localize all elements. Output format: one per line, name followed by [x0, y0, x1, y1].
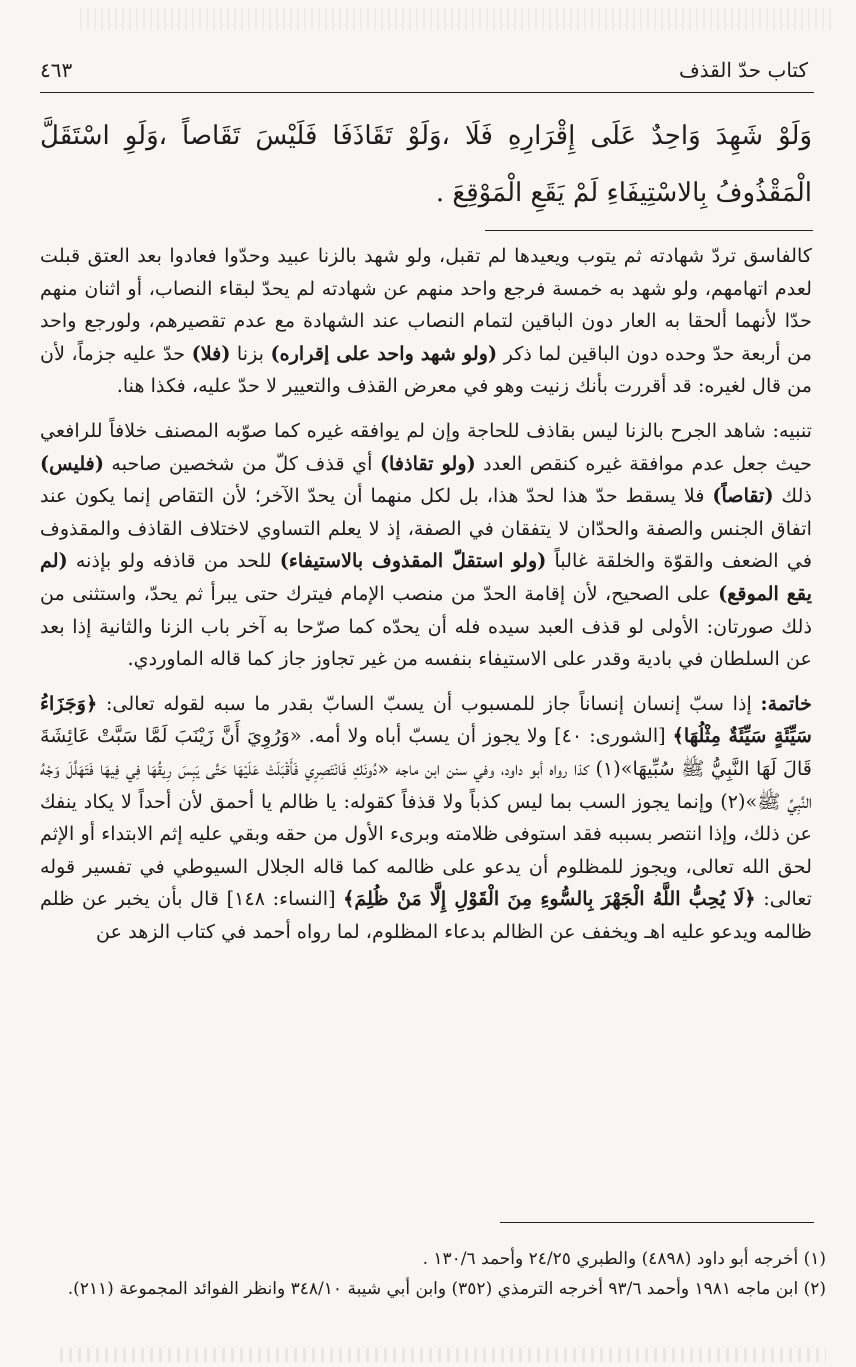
- footnote-2: (٢) ابن ماجه ١٩٨١ وأحمد ٩٣/٦ أخرجه الترمذي (٣٥٢) وابن أبي شيبة ٣٤٨/١٠ وانظر الفوائد المجموعة (٢١١).: [67, 1279, 826, 1299]
- commentary-paragraph-2: تنبيه: شاهد الجرح بالزنا ليس بقاذف للحاجة وإن لم يوافقه غيره كما صوّبه المصنف خلافاً للرافعي حيث جعل عدم موافقة غيره كنقص العدد (ولو تقاذفا) أي قذف كلّ من شخصين صاحبه (فليس) ذلك (تقاصاً) فلا يسقط حدّ هذا لحدّ هذا، بل لكل منهما أن يحدّ الآخر؛ لأن التقاص إنما يكون عند اتفاق الجنس والصفة والحدّان لا يتفقان في الصفة، إذ لا يعلم التساوي لاختلاف القاذف والمقذوف في الضعف والقوّة والخلقة غالباً (ولو استقلّ المقذوف بالاستيفاء) للحد من قاذفه ولو بإذنه (لم يقع الموقع) على الصحيح، لأن إقامة الحدّ من منصب الإمام فيترك حتى يبرأ ثم يحدّ، واستثنى من ذلك صورتان: الأولى لو قذف العبد سيده فله أن يحدّه كما صرّحا به آخر باب الزنا والثانية إذا بعد عن السلطان في بادية وقدر على الاستيفاء بنفسه من غير تجاوز جاز كما قاله الماوردي.: [40, 418, 812, 671]
- commentary-paragraph-3: خاتمة: إذا سبّ إنسان إنساناً جاز للمسبوب أن يسبّ السابّ بقدر ما سبه لقوله تعالى: ﴿وَجَزَاءُ سَيِّئَةٍ سَيِّئَةٌ مِثْلُهَا﴾ [الشورى: ٤٠] ولا يجوز أن يسبّ أباه ولا أمه. «وَرُوِيَ أَنَّ زَيْنَبَ لَمَّا سَبَّتْ عَائِشَةَ قَالَ لَهَا النَّبِيُّ ﷺ سُبِّيهَا»(١) كذا رواه أبو داود، وفي سنن ابن ماجه «دُونَكِ فَانْتَصِرِي فَأَقْبَلَتْ عَلَيْهَا حَتَّى يَبِسَ رِيقُهَا فِي فِيهَا فَتَهَلَّلَ وَجْهُ النَّبِيِّ ﷺ»(٢) وإنما يجوز السب بما ليس كذباً ولا قذفاً كقوله: يا ظالم يا أحمق لأن أحداً لا يكاد ينفك عن ذلك، وإذا انتصر بسببه فقد استوفى ظلامته وبرىء الأول من حقه وبقي عليه إثم الابتداء أو الإثم لحق الله تعالى، ويجوز للمظلوم أن يدعو على ظالمه كما قاله الجلال السيوطي في تفسير قوله تعالى: ﴿لَا يُحِبُّ اللَّهُ الْجَهْرَ بِالسُّوءِ مِنَ الْقَوْلِ إِلَّا مَنْ ظُلِمَ﴾ [النساء: ١٤٨] قال بأن يخبر عن ظلم ظالمه ويدعو عليه اهـ ويخفف عن الظالم بدعاء المظلوم، لما رواه أحمد في كتاب الزهد عن: [40, 691, 812, 943]
- page-number: ٤٦٣: [40, 58, 73, 82]
- chapter-title: كتاب حدّ القذف: [678, 58, 808, 82]
- main-text-matn: وَلَوْ شَهِدَ وَاحِدٌ عَلَى إِقْرَارِهِ فَلَا ،وَلَوْ تَقَاذَفَا فَلَيْسَ تَقَاصاً ،وَلَوِ اسْتَقَلَّ الْمَقْذُوفُ بِالاسْتِيفَاءِ لَمْ يَقَعِ الْمَوْقِعَ .: [40, 121, 812, 208]
- commentary-paragraph-1: كالفاسق تردّ شهادته ثم يتوب ويعيدها لم تقبل، ولو شهد بالزنا عبيد وحدّوا فعادوا بعد العتق قبلت لعدم اتهامهم، ولو شهد به خمسة فرجع واحد منهم عن شهادته لم يحدّ لبقاء النصاب، أو اثنان منهم حدّا لأنهما ألحقا به العار دون الباقين لتمام النصاب عند الشهادة مع عدم تقصيرهم، ولورجع واحد من أربعة حدّ وحده دون الباقين لما ذكر (ولو شهد واحد على إقراره) بزنا (فلا) حدّ عليه جزماً، لأن من قال لغيره: قد أقررت بأنك زنيت وهو في معرض القذف والتعيير لا حدّ عليه، فكذا هنا.: [40, 244, 812, 398]
- footnotes: [44, 1244, 826, 1304]
- page-header: [40, 56, 808, 90]
- commentary: [40, 240, 812, 960]
- scan-noise-top: [80, 8, 836, 30]
- footnote-1: (١) أخرجه أبو داود (٤٨٩٨) والطبري ٢٤/٢٥ وأحمد ١٣٠/٦ .: [422, 1249, 826, 1269]
- matn-separator: [485, 230, 813, 231]
- scan-noise-bottom: [60, 1348, 826, 1362]
- header-rule: [40, 92, 814, 93]
- footnote-separator: [500, 1222, 814, 1223]
